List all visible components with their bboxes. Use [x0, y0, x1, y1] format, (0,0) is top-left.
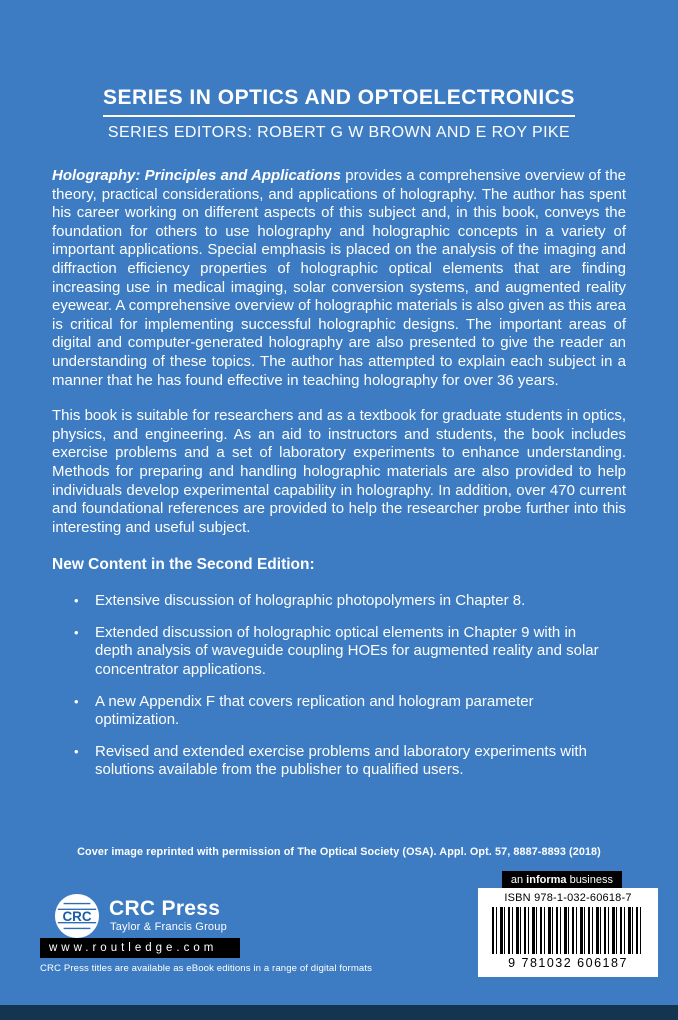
publisher-name: CRC Press [109, 897, 221, 920]
bullet-icon: • [74, 743, 79, 759]
list-item [74, 743, 612, 780]
publisher-group: Taylor & Francis Group [110, 921, 227, 933]
bullet-text: Revised and extended exercise problems and laboratory experiments with solutions available from the publisher to qualified users. [95, 742, 587, 779]
ebook-availability-note: CRC Press titles are available as eBook editions in a range of digital formats [40, 963, 373, 974]
barcode-bars-icon [492, 907, 644, 954]
description-paragraph-2: This book is suitable for researchers and as a textbook for graduate students in optics, physics, and engineering. As an aid to instructors and students, the book includes exercise problems and a set of laboratory experiments to enhance understanding. Methods for preparing and handling holographic materials are also provided to help individuals develop experimental capability in holography. In addition, over 470 current and foundational references are provided to help the researcher probe further into this interesting and useful subject. [52, 407, 626, 536]
website-url: www.routledge.com [49, 942, 218, 954]
crc-press-logo-icon [54, 893, 100, 939]
crc-logo-text: CRC [62, 908, 92, 924]
bullet-text: Extended discussion of holographic optical elements in Chapter 9 with in depth analysis of waveguide coupling HOEs for augmented reality and solar concentrator applications. [95, 623, 599, 679]
new-content-list [74, 592, 612, 780]
isbn-label: ISBN 978-1-032-60618-7 [504, 892, 632, 904]
description-paragraph-1 [52, 167, 626, 390]
series-editors: SERIES EDITORS: ROBERT G W BROWN AND E ROY PIKE [107, 124, 571, 141]
bullet-icon: • [74, 593, 79, 609]
series-header [0, 0, 678, 142]
informa-pre-text: an [510, 874, 527, 886]
bullet-text: A new Appendix F that covers replication and hologram parameter optimization. [95, 692, 534, 729]
informa-brand-text: informa [526, 874, 567, 886]
barcode-number: 9 781032 606187 [508, 956, 628, 970]
cover-image-credit: Cover image reprinted with permission of The Optical Society (OSA). Appl. Opt. 57, 8887-8893 (2018) [77, 846, 601, 858]
new-content-heading: New Content in the Second Edition: [52, 556, 315, 574]
list-item [74, 624, 612, 680]
bullet-text: Extensive discussion of holographic photopolymers in Chapter 8. [95, 592, 526, 610]
bottom-edge [0, 1005, 678, 1020]
bullet-icon: • [74, 624, 79, 640]
paragraph-1-text: provides a comprehensive overview of the theory, practical considerations, and applications of holography. The author has spent his career working on different aspects of this subject and, in this book, conveys the foundation for others to use holography and holographic concepts in a variety of important applications. Special emphasis is placed on the analysis of the imaging and diffraction efficiency properties of holographic optical elements that are finding increasing use in medical imaging, solar conversion systems, and augmented reality eyewear. A comprehensive overview of holographic materials is also given as this area is critical for implementing successful holographic designs. The important areas of digital and computer-generated holography are also presented to give the reader an understanding of these topics. The author has attempted to explain each subject in a manner that he has found effective in teaching holography for over 36 years. [52, 167, 626, 389]
back-cover-copy [52, 167, 626, 780]
list-item [74, 592, 612, 611]
list-item [74, 693, 612, 730]
bullet-icon: • [74, 693, 79, 709]
book-title-lead: Holography: Principles and Applications [52, 167, 341, 184]
series-title: SERIES IN OPTICS AND OPTOELECTRONICS [103, 86, 575, 117]
barcode [478, 888, 658, 977]
website-bar [40, 938, 240, 958]
informa-post-text: business [566, 874, 613, 886]
